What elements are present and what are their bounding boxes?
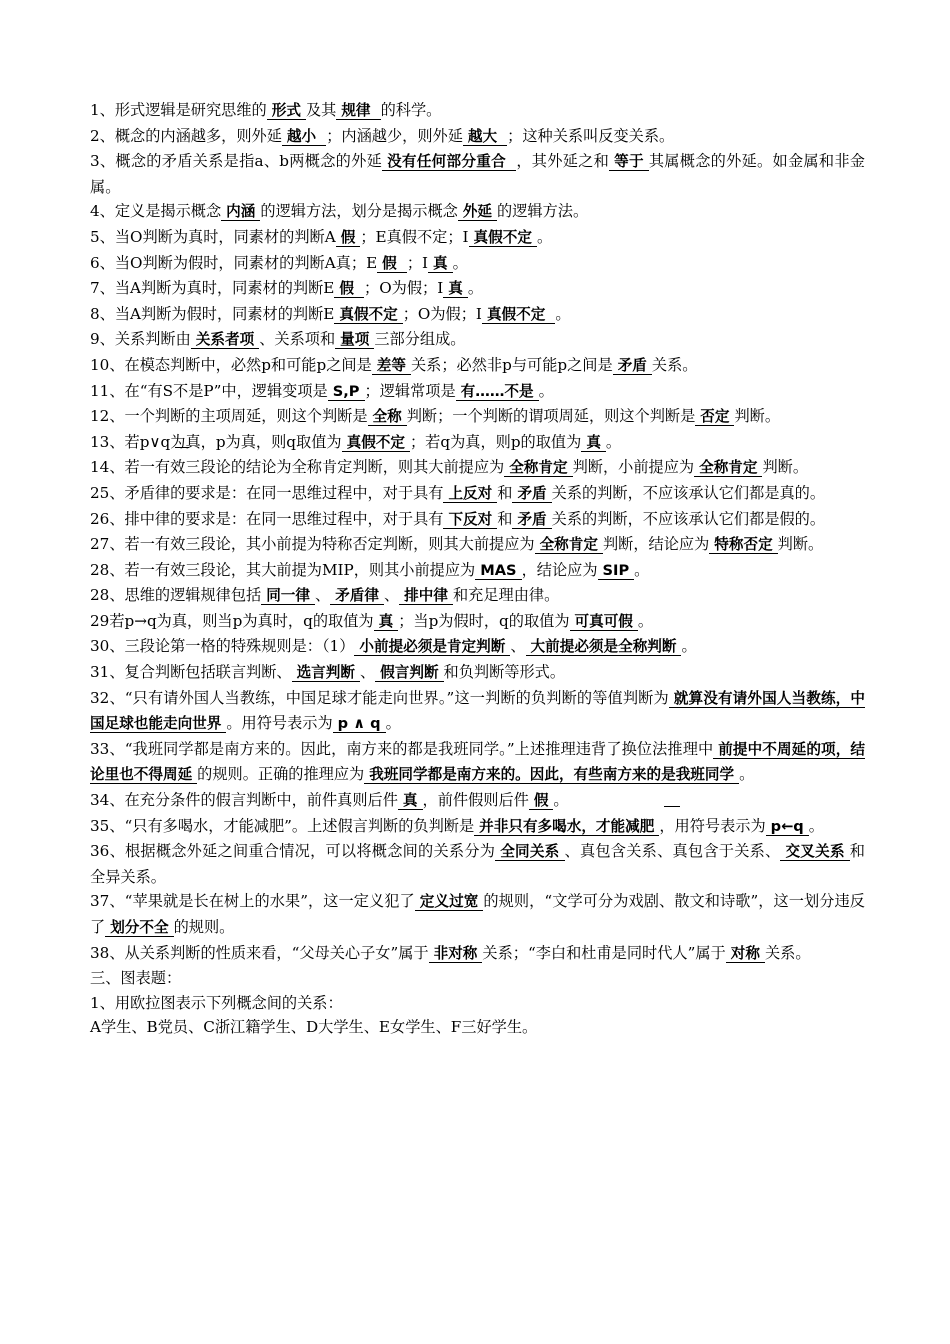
answer-blank: 特称否定 xyxy=(709,536,777,554)
answer-blank: 全称肯定 xyxy=(504,459,572,477)
question-text: 28、若一有效三段论，其大前提为MIP，则其小前提应为 xyxy=(90,560,476,579)
question-text: 和负判断等形式。 xyxy=(443,663,566,682)
question-text: 的规则，“文学可分为戏剧、散文和诗歌”，这一划分违反了 xyxy=(90,892,865,936)
question-paragraph xyxy=(90,889,865,940)
question-text: 的规则。正确的推理应为 xyxy=(197,765,365,784)
answer-blank: 关系者项 xyxy=(191,331,259,349)
question-text: 。 xyxy=(605,432,622,451)
question-text: ；内涵越少，则外延 xyxy=(326,126,463,145)
answer-blank: 外延 xyxy=(458,203,497,221)
question-text: 其属概念的外延。如金属和非金属。 xyxy=(90,152,865,196)
question-text: 。 xyxy=(634,560,650,579)
question-text: 8、当A判断为假时，同素材的判断E xyxy=(90,304,335,323)
question-text: 38、从关系判断的性质来看，“父母关心子女”属于 xyxy=(90,943,429,962)
question-paragraph xyxy=(90,225,865,251)
answer-blank: 全称 xyxy=(368,408,407,426)
answer-blank: 全称肯定 xyxy=(694,459,762,477)
question-text: 4、定义是揭示概念 xyxy=(90,202,222,221)
question-paragraph xyxy=(90,941,865,967)
question-text: 1、形式逻辑是研究思维的 xyxy=(90,101,267,119)
question-text: 。 xyxy=(553,791,569,810)
answer-blank: 量项 xyxy=(335,331,374,349)
question-text: 、 xyxy=(315,586,331,605)
question-paragraph xyxy=(90,991,865,1016)
question-text: ；若q为真，则p的取值为 xyxy=(409,432,582,451)
question-text: 判断，小前提应为 xyxy=(572,458,695,477)
question-paragraph xyxy=(90,660,865,686)
question-text: 37、“苹果就是长在树上的水果”，这一定义犯了 xyxy=(90,892,415,911)
question-text: 关系。 xyxy=(764,943,811,962)
question-text: 。 xyxy=(808,816,824,835)
answer-blank: 矛盾律 xyxy=(330,587,384,605)
answer-blank: 等于 xyxy=(609,153,649,171)
question-text: 7、当A判断为真时，同素材的判断E xyxy=(90,279,335,298)
answer-blank: 真假不定 xyxy=(482,306,555,324)
question-text: 关系；“李白和杜甫是同时代人”属于 xyxy=(482,943,726,962)
question-text: 判断；一个判断的谓项周延，则这个判断是 xyxy=(406,407,696,426)
question-paragraph xyxy=(90,814,865,840)
question-paragraph xyxy=(90,532,865,558)
answer-blank: 真假不定 xyxy=(342,434,410,452)
answer-blank: 假 xyxy=(334,280,364,298)
answer-blank: 有……不是 xyxy=(456,383,539,401)
question-paragraph xyxy=(90,430,865,456)
document-body xyxy=(90,98,865,1040)
answer-blank: 内涵 xyxy=(221,203,260,221)
question-paragraph xyxy=(90,327,865,353)
question-text: 及其 xyxy=(305,101,337,119)
question-paragraph xyxy=(90,199,865,225)
question-text: 关系的判断，不应该承认它们都是真的。 xyxy=(551,483,826,502)
question-text: 的逻辑方法。 xyxy=(497,202,589,221)
question-text: 。 xyxy=(739,765,755,784)
question-text: 34、在充分条件的假言判断中，前件真则后件 xyxy=(90,791,398,810)
answer-blank: 排中律 xyxy=(399,587,453,605)
negation-bar-q32 xyxy=(664,806,680,807)
answer-blank: 小前提必须是肯定判断 xyxy=(354,638,510,656)
answer-blank: 定义过宽 xyxy=(415,893,484,911)
question-text: 6、当O判断为假时，同素材的判断A真；E xyxy=(90,253,378,272)
question-text: 关系；必然非p与可能p之间是 xyxy=(410,355,613,374)
answer-blank: 否定 xyxy=(695,408,734,426)
question-text: ；这种关系叫反变关系。 xyxy=(507,126,675,145)
answer-blank: 真 xyxy=(428,255,453,273)
question-paragraph xyxy=(90,481,865,507)
answer-blank: 对称 xyxy=(726,945,765,963)
question-text: 、关系项和 xyxy=(259,330,336,349)
answer-blank: p←q xyxy=(766,818,809,836)
question-text: 。 xyxy=(385,714,401,733)
answer-blank: 矛盾 xyxy=(512,511,551,529)
question-text: 和 xyxy=(497,483,513,502)
answer-blank: 规律 xyxy=(336,102,380,120)
answer-blank: 全称肯定 xyxy=(535,536,603,554)
question-text: 29若p→q为真，则当p为真时，q的取值为 xyxy=(90,611,374,630)
answer-blank: 假 xyxy=(336,229,361,247)
question-text: ；逻辑常项是 xyxy=(364,381,456,400)
question-paragraph xyxy=(90,455,865,481)
answer-blank: 真 xyxy=(443,280,468,298)
question-text: 。用符号表示为 xyxy=(226,714,333,733)
question-text: ，结论应为 xyxy=(521,560,598,579)
answer-blank: 大前提必须是全称判断 xyxy=(526,638,682,656)
answer-blank: 选言判断 xyxy=(292,664,360,682)
question-paragraph xyxy=(90,276,865,302)
question-text: 。 xyxy=(536,227,553,246)
answer-blank: 可真可假 xyxy=(570,613,638,631)
question-text: 2、概念的内涵越多，则外延 xyxy=(90,126,282,145)
question-text: 31、复合判断包括联言判断、 xyxy=(90,663,292,682)
question-text: 。 xyxy=(637,611,654,630)
question-paragraph xyxy=(90,507,865,533)
question-paragraph xyxy=(90,404,865,430)
answer-blank: 交叉关系 xyxy=(780,843,849,861)
answer-blank: 假 xyxy=(529,792,554,810)
question-text: ，其外延之和 xyxy=(516,152,610,171)
answer-blank: 划分不全 xyxy=(105,919,173,937)
question-text: 30、三段论第一格的特殊规则是：（1） xyxy=(90,637,355,656)
question-text: 三部分组成。 xyxy=(374,330,466,349)
answer-blank: 形式 xyxy=(267,102,306,120)
answer-blank: 真 xyxy=(581,434,606,452)
question-text: 关系的判断，不应该承认它们都是假的。 xyxy=(551,509,826,528)
question-text: 的科学。 xyxy=(380,101,442,119)
question-text: A学生、B党员、C浙江籍学生、D大学生、E女学生、F三好学生。 xyxy=(90,1018,538,1037)
answer-blank: S,P xyxy=(328,383,365,401)
question-text: ；当p为假时，q的取值为 xyxy=(398,611,570,630)
question-text: 14、若一有效三段论的结论为全称肯定判断，则其大前提应为 xyxy=(90,458,505,477)
question-text: 。 xyxy=(538,381,554,400)
question-paragraph xyxy=(90,98,865,124)
question-text: ；O为假；I xyxy=(364,279,444,298)
answer-blank: p ∧ q xyxy=(333,715,386,733)
answer-blank: 非对称 xyxy=(429,945,483,963)
question-text: 判断。 xyxy=(777,535,824,554)
question-text: ；E真假不定；I xyxy=(360,227,469,246)
answer-blank: MAS xyxy=(475,562,521,580)
question-paragraph xyxy=(90,1015,865,1040)
question-text: 32、“只有请外国人当教练，中国足球才能走向世界。”这一判断的负判断的等值判断为 xyxy=(90,688,669,707)
question-text: 关系。 xyxy=(651,355,698,374)
question-paragraph xyxy=(90,251,865,277)
question-text: 的规则。 xyxy=(173,918,235,936)
question-paragraph xyxy=(90,686,865,737)
negation-bar-q13 xyxy=(175,447,189,448)
question-text: 。 xyxy=(467,279,484,298)
question-text: 28、思维的逻辑规律包括 xyxy=(90,586,262,605)
question-paragraph xyxy=(90,839,865,889)
answer-blank: 没有任何部分重合 xyxy=(382,153,516,171)
answer-blank: SIP xyxy=(598,562,635,580)
question-paragraph xyxy=(90,353,865,379)
question-text: ；O为假；I xyxy=(402,304,482,323)
answer-blank: 假言判断 xyxy=(375,664,443,682)
question-text: 12、一个判断的主项周延，则这个判断是 xyxy=(90,407,368,426)
question-text: ；I xyxy=(406,253,429,272)
answer-blank: 差等 xyxy=(372,357,411,375)
question-text: 11、在“有S不是P”中，逻辑变项是 xyxy=(90,381,328,400)
answer-blank: 越小 xyxy=(282,128,326,146)
answer-blank: 上反对 xyxy=(443,485,497,503)
question-text: 判断，结论应为 xyxy=(602,535,710,554)
answer-blank: 前提中不周延的项，结论里也不得周延 xyxy=(90,740,865,784)
question-text: 和充足理由律。 xyxy=(452,586,560,605)
question-text: 1、用欧拉图表示下列概念间的关系： xyxy=(90,993,343,1012)
question-text: 33、“我班同学都是南方来的。因此，南方来的都是我班同学。”上述推理违背了换位法推理中 xyxy=(90,739,714,758)
question-paragraph xyxy=(90,302,865,328)
question-paragraph xyxy=(90,379,865,405)
question-text: 、 xyxy=(359,663,376,682)
answer-blank: 越大 xyxy=(463,128,507,146)
question-text: 36、根据概念外延之间重合情况，可以将概念间的关系分为 xyxy=(90,842,496,861)
question-text: 判断。 xyxy=(734,407,781,426)
answer-blank: 同一律 xyxy=(261,587,315,605)
question-paragraph xyxy=(90,737,865,788)
question-text: 、真包含关系、真包含于关系、 xyxy=(564,842,781,861)
answer-blank: 矛盾 xyxy=(613,357,652,375)
question-text: 13、若p∨q为真，p为真，则q取值为 xyxy=(90,432,342,451)
answer-blank: 真 xyxy=(398,792,423,810)
question-text: 。 xyxy=(555,304,571,323)
answer-blank: 矛盾 xyxy=(512,485,551,503)
question-text: 10、在模态判断中，必然p和可能p之间是 xyxy=(90,355,372,374)
question-text: 。 xyxy=(452,253,468,272)
question-text: 、 xyxy=(383,586,400,605)
question-paragraph xyxy=(90,788,865,814)
question-text: 、 xyxy=(510,637,526,656)
question-text: 26、排中律的要求是：在同一思维过程中，对于具有 xyxy=(90,509,444,528)
question-paragraph xyxy=(90,609,865,635)
answer-blank: 我班同学都是南方来的。因此，有些南方来的是我班同学 xyxy=(364,766,739,784)
answer-blank: 并非只有多喝水，才能减肥 xyxy=(474,818,659,836)
question-text: 。 xyxy=(681,637,697,656)
question-text: 27、若一有效三段论，其小前提为特称否定判断，则其大前提应为 xyxy=(90,535,535,554)
question-text: 判断。 xyxy=(762,458,809,477)
question-paragraph xyxy=(90,634,865,660)
question-text: ，用符号表示为 xyxy=(659,816,766,835)
question-text: ，前件假则后件 xyxy=(422,791,529,810)
question-text: 5、当O判断为真时，同素材的判断A xyxy=(90,227,336,246)
question-text: 和全异关系。 xyxy=(90,842,865,886)
answer-blank: 下反对 xyxy=(443,511,497,529)
answer-blank: 真 xyxy=(374,613,399,631)
answer-blank: 真假不定 xyxy=(334,306,402,324)
question-text: 35、“只有多喝水，才能减肥”。上述假言判断的负判断是 xyxy=(90,816,475,835)
question-paragraph xyxy=(90,583,865,609)
question-paragraph xyxy=(90,558,865,584)
answer-blank: 真假不定 xyxy=(469,229,537,247)
question-paragraph xyxy=(90,149,865,199)
answer-blank: 假 xyxy=(377,255,407,273)
answer-blank: 就算没有请外国人当教练，中国足球也能走向世界 xyxy=(90,689,865,733)
question-text: 9、关系判断由 xyxy=(90,330,191,349)
question-text: 的逻辑方法，划分是揭示概念 xyxy=(260,202,458,221)
question-paragraph xyxy=(90,124,865,150)
question-paragraph xyxy=(90,966,865,991)
question-text: 和 xyxy=(497,509,513,528)
question-text: 3、概念的矛盾关系是指a、b两概念的外延 xyxy=(90,152,383,171)
question-text: 25、矛盾律的要求是：在同一思维过程中，对于具有 xyxy=(90,483,444,502)
question-text: 三、图表题： xyxy=(90,969,182,988)
answer-blank: 全同关系 xyxy=(495,843,564,861)
